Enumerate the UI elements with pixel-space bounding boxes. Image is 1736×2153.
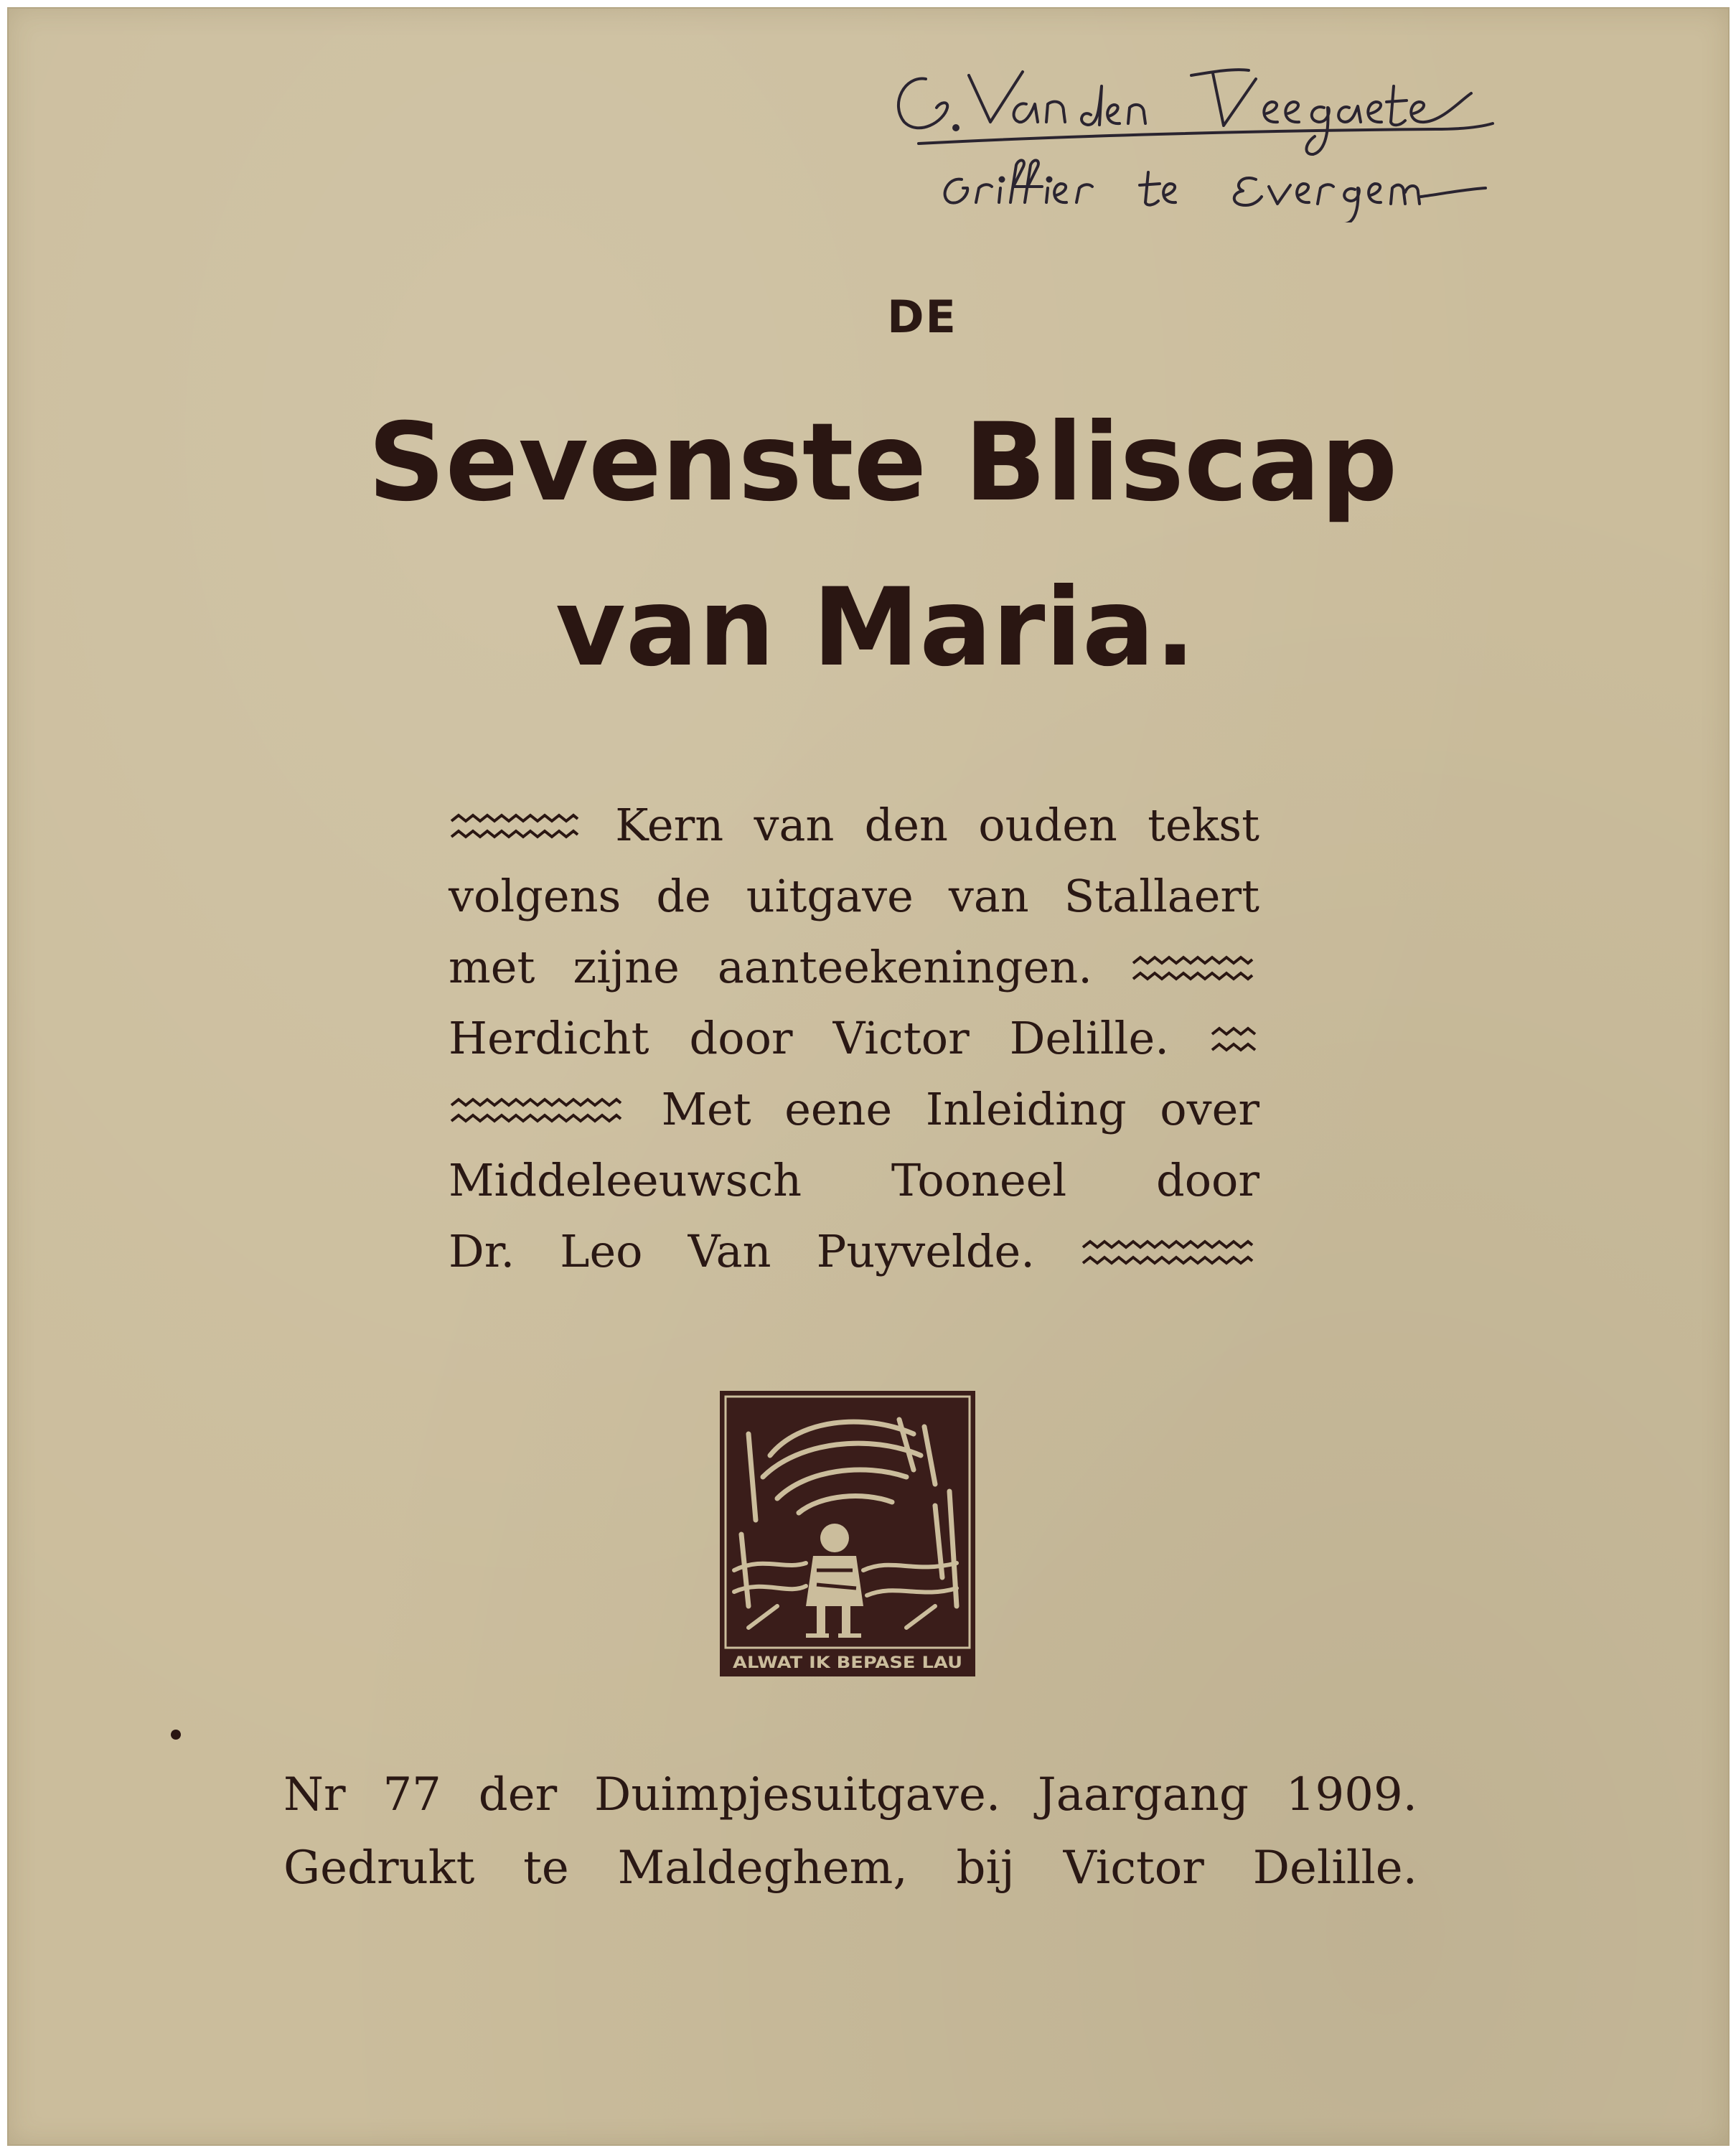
ornament-icon [449, 812, 585, 845]
footer-line-2: Gedrukt te Maldeghem, bij Victor Delille. [283, 1842, 1417, 1895]
footer [283, 1758, 1417, 1905]
description-line-2 [449, 860, 1259, 932]
title-article: DE [887, 291, 957, 343]
ornament-icon [1209, 1026, 1259, 1059]
title-line-1: Sevenste Bliscap [367, 400, 1398, 525]
woodcut-emblem [720, 1391, 975, 1676]
description-line-7 [449, 1216, 1259, 1287]
description-text-3: met zijne aanteekeningen. [449, 941, 1092, 993]
description-text-6: Middeleeuwsch Tooneel door [449, 1154, 1259, 1206]
footer-line-1: Nr 77 der Duimpjesuitgave. Jaargang 1909. [283, 1768, 1417, 1821]
ornament-icon [449, 1097, 628, 1130]
description-text-1: Kern van den ouden tekst [615, 799, 1259, 851]
description-line-4 [449, 1003, 1259, 1074]
description-line-3 [449, 932, 1259, 1003]
description-line-1 [449, 789, 1259, 860]
book-cover [7, 7, 1730, 2146]
description-text-5: Met eene Inleiding over [661, 1083, 1259, 1135]
description [449, 789, 1259, 1287]
ink-speck [171, 1730, 181, 1740]
description-line-5 [449, 1074, 1259, 1145]
woodcut-caption: ALWAT IK BEPASE LAU [733, 1654, 962, 1672]
title-line-2: van Maria. [555, 566, 1196, 690]
ornament-icon [1130, 954, 1259, 988]
description-text-7: Dr. Leo Van Puyvelde. [449, 1225, 1035, 1277]
ornament-icon [1080, 1239, 1259, 1272]
description-line-6 [449, 1145, 1259, 1216]
description-text-2: volgens de uitgave van Stallaert [449, 870, 1259, 922]
description-text-4: Herdicht door Victor Delille. [449, 1012, 1169, 1064]
handwritten-signature [876, 36, 1564, 222]
